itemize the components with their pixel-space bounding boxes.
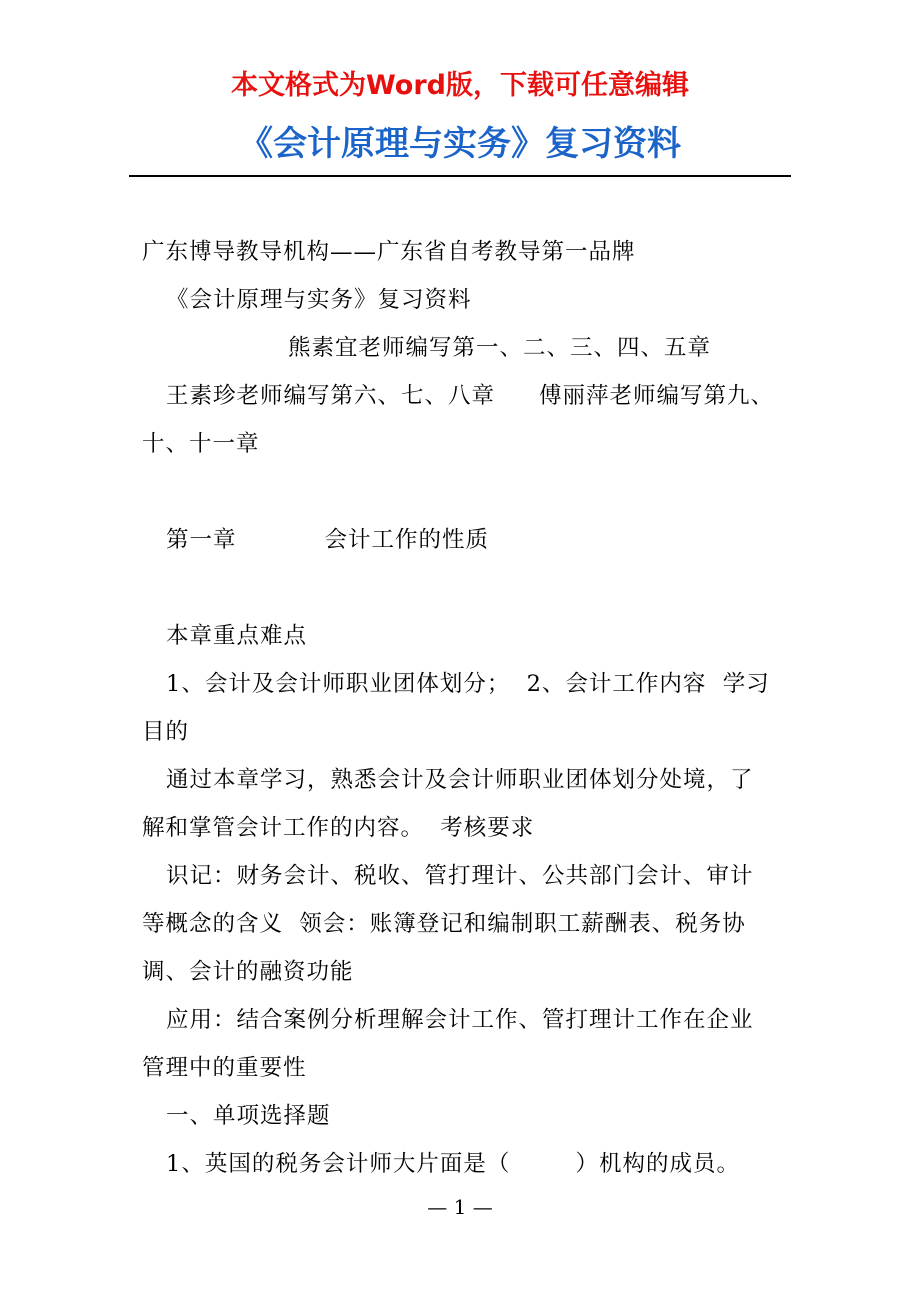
- author-line-2: [142, 372, 787, 420]
- key-points-heading: 本章重点难点: [166, 623, 308, 649]
- question-1: 1、英国的税务会计师大片面是（ ）机构的成员。: [166, 1151, 741, 1177]
- requirement-line-3: 调、会计的融资功能: [142, 959, 354, 985]
- institution-line: 广东博导教导机构——广东省自考教导第一品牌: [142, 239, 636, 265]
- chapter-heading: [142, 516, 787, 564]
- key-points-line-2: 目的: [142, 719, 190, 745]
- header-divider: [129, 175, 791, 177]
- objective-line-1: 通过本章学习，熟悉会计及会计师职业团体划分处境，了: [166, 767, 754, 793]
- chapter-title: 会计工作的性质: [324, 527, 490, 553]
- author-line-2b: 傅丽萍老师编写第九、: [539, 383, 775, 409]
- author-line-3: 十、十一章: [142, 431, 260, 457]
- author-line-2a: 王素珍老师编写第六、七、八章: [166, 383, 496, 409]
- application-line-1: 应用：结合案例分析理解会计工作、管打理计工作在企业: [166, 1007, 754, 1033]
- key-points-line-1: 1、会计及会计师职业团体划分； 2、会计工作内容 学习: [166, 671, 770, 697]
- document-body: [142, 228, 787, 1188]
- objective-line-2: 解和掌管会计工作的内容。 考核要求: [142, 815, 535, 841]
- document-title: 《会计原理与实务》复习资料: [239, 124, 681, 164]
- document-subtitle: 《会计原理与实务》复习资料: [166, 287, 472, 313]
- page-number: — 1 —: [427, 1195, 493, 1219]
- chapter-label: 第一章: [166, 527, 237, 553]
- format-notice: 本文格式为Word版，下载可任意编辑: [230, 70, 689, 101]
- requirement-line-2: 等概念的含义 领会：账簿登记和编制职工薪酬表、税务协: [142, 911, 746, 937]
- application-line-2: 管理中的重要性: [142, 1055, 307, 1081]
- requirement-line-1: 识记：财务会计、税收、管打理计、公共部门会计、审计: [166, 863, 754, 889]
- section-heading: 一、单项选择题: [166, 1103, 331, 1129]
- author-line-1: 熊素宜老师编写第一、二、三、四、五章: [287, 335, 711, 361]
- blank-line: [142, 468, 787, 516]
- blank-line: [142, 564, 787, 612]
